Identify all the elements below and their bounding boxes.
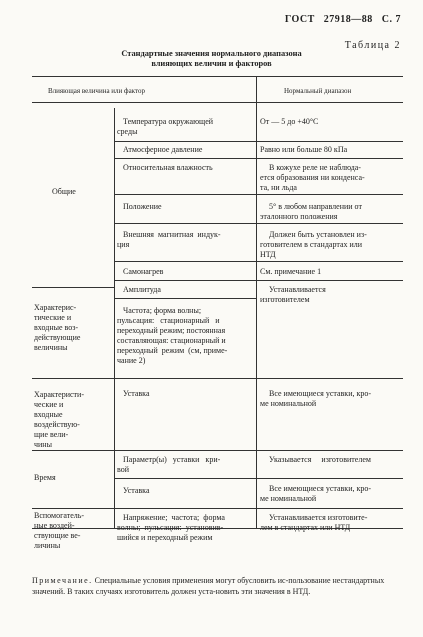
range-cell: НТД bbox=[260, 250, 276, 259]
factor-cell: Амплитуда bbox=[123, 285, 161, 294]
group-label-characteristic: величины bbox=[34, 343, 68, 352]
group-label-auxiliary: ствующие ве- bbox=[34, 531, 81, 540]
group-separator bbox=[32, 287, 114, 288]
column-divider bbox=[256, 76, 257, 528]
group-divider bbox=[114, 108, 115, 528]
factor-cell: переходный режим; постоянная bbox=[117, 326, 226, 335]
row-separator bbox=[114, 194, 403, 195]
footnote-text: Специальные условия применения могут обусловить ис-пользование нестандартных значений. В таких случаях изготовитель должен уста-новить эти значения в НТД. bbox=[32, 576, 385, 596]
row-separator bbox=[114, 508, 403, 509]
factor-cell: Внешняя магнитная индук- bbox=[123, 230, 221, 239]
group-label-general: Общие bbox=[52, 187, 76, 196]
range-cell: изготовителем bbox=[260, 295, 310, 304]
factor-cell: Самонагрев bbox=[123, 267, 164, 276]
header-bottom-rule bbox=[32, 102, 403, 103]
group-label-characteristic: действующие bbox=[34, 333, 81, 342]
factor-cell: Напряжение; частота; форма bbox=[123, 513, 225, 522]
group-separator bbox=[32, 450, 114, 451]
group-label-characteristic: входные воз- bbox=[34, 323, 79, 332]
range-cell: готовителем в стандартах или bbox=[260, 240, 363, 249]
range-cell: 5° в любом направлении от bbox=[269, 202, 362, 211]
range-cell: та, ни льда bbox=[260, 183, 297, 192]
group-label-characteristic: тические и bbox=[34, 313, 72, 322]
factor-cell: волны; пульсация: установив- bbox=[117, 523, 224, 532]
row-separator bbox=[114, 158, 403, 159]
range-cell: См. примечание 1 bbox=[260, 267, 322, 276]
factor-cell: Атмосферное давление bbox=[123, 145, 203, 154]
table-top-rule bbox=[32, 76, 403, 77]
page-header bbox=[279, 14, 401, 25]
group-label-characteristic-2: воздействую- bbox=[34, 420, 80, 429]
title-line: Стандартные значения нормального диапазона bbox=[121, 49, 302, 58]
factor-cell: Относительная влажность bbox=[123, 163, 213, 172]
factor-cell: Уставка bbox=[123, 389, 150, 398]
footnote bbox=[32, 575, 402, 597]
group-label-characteristic-2: входные bbox=[34, 410, 63, 419]
range-cell: ме номинальной bbox=[260, 494, 317, 503]
range-cell: Должен быть установлен из- bbox=[269, 230, 367, 239]
range-cell: Все имеющиеся уставки, кро- bbox=[269, 389, 372, 398]
row-separator bbox=[114, 280, 403, 281]
row-separator bbox=[114, 378, 403, 379]
group-label-characteristic-2: щие вели- bbox=[34, 430, 69, 439]
range-cell: эталонного положения bbox=[260, 212, 338, 221]
range-cell: Равно или больше 80 кПа bbox=[260, 145, 348, 154]
row-separator bbox=[114, 261, 403, 262]
group-label-auxiliary: Вспомогатель- bbox=[34, 511, 85, 520]
range-cell: ме номинальной bbox=[260, 399, 317, 408]
factor-cell: пульсация: стационарный и bbox=[117, 316, 220, 325]
row-separator bbox=[114, 478, 403, 479]
range-cell: Устанавливается bbox=[269, 285, 326, 294]
factor-cell: Положение bbox=[123, 202, 162, 211]
range-cell: лем в стандартах или НТД bbox=[260, 523, 351, 532]
group-label-characteristic-2: ческие и bbox=[34, 400, 64, 409]
row-separator bbox=[114, 223, 403, 224]
factor-cell: составляющая: стационарный и bbox=[117, 336, 226, 345]
factor-cell: Температура окружающей bbox=[123, 117, 214, 126]
factor-cell: вой bbox=[117, 465, 130, 474]
factor-cell: ция bbox=[117, 240, 130, 249]
column-header-factor: Влияющая величина или фактор bbox=[48, 87, 145, 95]
group-label-auxiliary: личины bbox=[34, 541, 61, 550]
range-cell: В кожухе реле не наблюда- bbox=[269, 163, 361, 172]
factor-cell: переходный режим (см, приме- bbox=[117, 346, 228, 355]
standard-code: 27918—88 bbox=[323, 14, 373, 25]
page-number: С. 7 bbox=[381, 14, 401, 25]
footnote-label: Примечание. bbox=[32, 576, 93, 585]
row-separator bbox=[114, 298, 257, 299]
factor-cell: Частота; форма волны; bbox=[123, 306, 202, 315]
row-separator bbox=[114, 450, 403, 451]
table-label: Таблица 2 bbox=[344, 40, 401, 51]
group-label-characteristic: Характерис- bbox=[34, 303, 77, 312]
group-label-time: Время bbox=[34, 473, 56, 482]
factor-cell: Параметр(ы) уставки кри- bbox=[123, 455, 221, 464]
table-title bbox=[20, 49, 403, 69]
factor-cell: шийся и переходный режим bbox=[117, 533, 213, 542]
group-label-auxiliary: ные воздей- bbox=[34, 521, 75, 530]
group-label-characteristic-2: Характеристи- bbox=[34, 390, 84, 399]
range-cell: Указывается изготовителем bbox=[269, 455, 371, 464]
group-separator bbox=[32, 508, 114, 509]
group-separator bbox=[32, 378, 114, 379]
range-cell: Устанавливается изготовите- bbox=[269, 513, 368, 522]
standard-label: ГОСТ bbox=[284, 14, 315, 25]
row-separator bbox=[114, 141, 403, 142]
factor-cell: чание 2) bbox=[117, 356, 146, 365]
factor-cell: среды bbox=[117, 127, 138, 136]
factor-cell: Уставка bbox=[123, 486, 150, 495]
range-cell: От — 5 до +40°С bbox=[260, 117, 319, 126]
title-line: влияющих величин и факторов bbox=[151, 59, 272, 68]
range-cell: ется образования ни конденса- bbox=[260, 173, 365, 182]
column-header-range: Нормальный диапазон bbox=[284, 87, 352, 95]
range-cell: Все имеющиеся уставки, кро- bbox=[269, 484, 372, 493]
group-label-characteristic-2: чины bbox=[34, 440, 52, 449]
